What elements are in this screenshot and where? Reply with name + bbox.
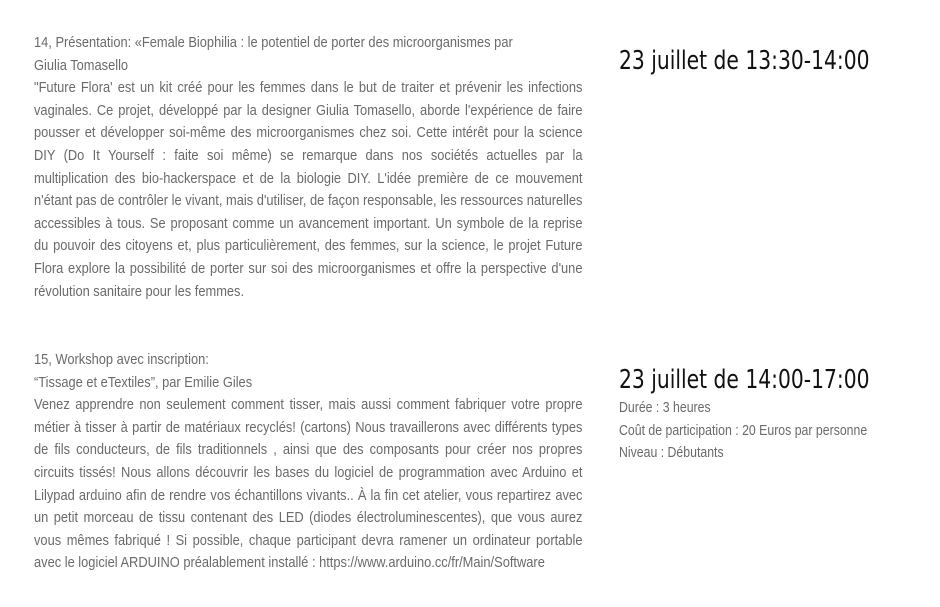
event-14-description: "Future Flora' est un kit créé pour les femmes dans le but de traiter et prévenir les infections vaginales. Ce projet, développé par la designer Giulia Tomasello, aborde l'expérience de faire pousser et développer soi-même des microorganismes chez soi. Cette intérêt pour la science DIY (Do It Yourself : faite soi même) se remarque dans nos sociétés actuelles par la multiplication des bio-hackerspace et de la biologie DIY. L'idée première de ce mouvement n'étant pas de contrôler le vivant, mais d'utiliser, de façon responsable, les ressources naturelles accessibles à tous. Se proposant comme un avancement important. Un symbole de la reprise du pouvoir des citoyens et, plus particulièrement, des femmes, sur la science, le projet Future Flora explore la possibilité de porter sur soi des microorganismes et offre la perspective d'une révolution sanitaire pour les femmes. (34, 79, 583, 300)
event-14-date: 23 juillet de 13:30-14:00 (619, 46, 870, 76)
event-15-title: 15, Workshop avec inscription: (34, 351, 209, 368)
event-15-date: 23 juillet de 14:00-17:00 (619, 365, 870, 395)
event-15-level: Niveau : Débutants (619, 444, 724, 462)
event-15-duration: Durée : 3 heures (619, 399, 711, 416)
event-15-description: Venez apprendre non seulement comment tisser, mais aussi comment fabriquer votre propre métier à tisser à partir de matériaux recyclés! (cartons) Nous travaillerons avec différents types de fils conducteurs, de fils traditionnels , ainsi que des composants pour créer nos propres circuits tissés! Nous allons découvrir les bases du logiciel de programmation avec Arduino et Lilypad arduino afin de rendre vos échantillons vivants.. À la fin cet atelier, vous repartirez avec un petit morceau de tissu contenant des LED (diodes électroluminescentes), que vous aurez vous mêmes fabriqué ! Si possible, chaque participant devra ramener un ordinateur portable avec le logiciel ARDUINO préalablement installé : https://www.arduino.cc/fr/Main/Software (34, 396, 583, 572)
event-14-block (34, 32, 582, 303)
event-15-details (619, 397, 931, 465)
event-15-speaker: “Tissage et eTextiles”, par Emilie Giles (34, 373, 253, 391)
event-15-block (34, 349, 582, 575)
event-14-speaker: Giulia Tomasello (34, 56, 129, 74)
event-15-cost: Coût de participation : 20 Euros par personne (619, 421, 868, 439)
event-14-title: 14, Présentation: «Female Biophilia : le potentiel de porter des microorganismes par (34, 34, 513, 51)
